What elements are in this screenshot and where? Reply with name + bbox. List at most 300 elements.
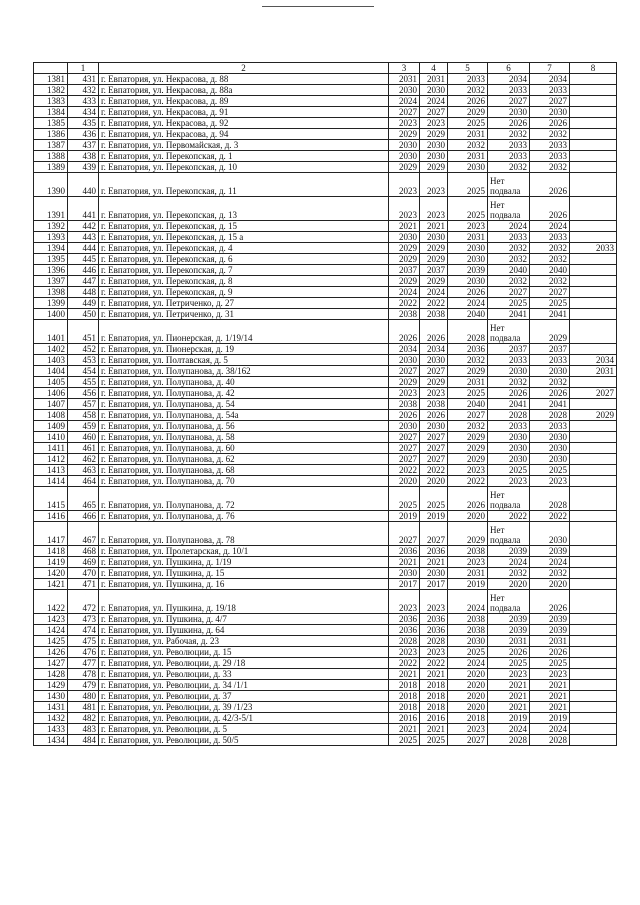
table-row <box>34 625 617 636</box>
year-col-6: 2030 <box>488 366 530 377</box>
row-number: 1422 <box>34 590 68 614</box>
year-col-3: 2023 <box>389 118 420 129</box>
table-row <box>34 232 617 243</box>
year-col-3: 2021 <box>389 669 420 680</box>
year-col-8 <box>570 476 617 487</box>
address: г. Евпатория, ул. Полупанова, д. 54а <box>99 410 389 421</box>
year-col-7: 2025 <box>530 298 570 309</box>
year-col-7: 2031 <box>530 636 570 647</box>
year-col-5: 2025 <box>448 197 488 221</box>
year-col-4: 2025 <box>420 735 448 746</box>
year-col-5: 2024 <box>448 658 488 669</box>
item-number: 440 <box>68 173 99 197</box>
year-col-7: 2033 <box>530 355 570 366</box>
item-number: 481 <box>68 702 99 713</box>
year-col-5: 2030 <box>448 243 488 254</box>
year-col-8 <box>570 735 617 746</box>
no-basement-note: Нет <box>490 323 505 333</box>
year-col-7: 2032 <box>530 243 570 254</box>
row-number: 1397 <box>34 276 68 287</box>
year-col-6: 2033 <box>488 85 530 96</box>
item-number: 478 <box>68 669 99 680</box>
year-col-8 <box>570 287 617 298</box>
header-cell-3: 3 <box>389 63 420 74</box>
address: г. Евпатория, ул. Рабочая, д. 23 <box>99 636 389 647</box>
year-col-4: 2016 <box>420 713 448 724</box>
year-col-7: 2028 <box>530 487 570 511</box>
year-col-6: 2039 <box>488 625 530 636</box>
item-number: 483 <box>68 724 99 735</box>
year-col-4: 2021 <box>420 669 448 680</box>
address: г. Евпатория, ул. Пионерская, д. 19 <box>99 344 389 355</box>
year-col-6: 2039 <box>488 614 530 625</box>
address: г. Евпатория, ул. Полупанова, д. 62 <box>99 454 389 465</box>
row-number: 1413 <box>34 465 68 476</box>
item-number: 475 <box>68 636 99 647</box>
year-col-5: 2023 <box>448 724 488 735</box>
year-col-5: 2022 <box>448 476 488 487</box>
item-number: 443 <box>68 232 99 243</box>
year-col-5: 2025 <box>448 388 488 399</box>
year-col-8 <box>570 276 617 287</box>
item-number: 463 <box>68 465 99 476</box>
address: г. Евпатория, ул. Полтавская, д. 5 <box>99 355 389 366</box>
year-col-5: 2020 <box>448 511 488 522</box>
year-col-5: 2031 <box>448 151 488 162</box>
year-col-4: 2021 <box>420 724 448 735</box>
year-col-8 <box>570 432 617 443</box>
address: г. Евпатория, ул. Революции, д. 29 /18 <box>99 658 389 669</box>
year-col-6: 2033 <box>488 151 530 162</box>
row-number: 1429 <box>34 680 68 691</box>
no-basement-note: Нет <box>490 525 505 535</box>
year-col-8 <box>570 173 617 197</box>
year-col-3: 2027 <box>389 454 420 465</box>
address: г. Евпатория, ул. Полупанова, д. 68 <box>99 465 389 476</box>
row-number: 1398 <box>34 287 68 298</box>
table-row <box>34 568 617 579</box>
table-row <box>34 713 617 724</box>
year-col-8 <box>570 511 617 522</box>
item-number: 482 <box>68 713 99 724</box>
table-row <box>34 320 617 344</box>
year-col-7: 2021 <box>530 680 570 691</box>
table-row <box>34 702 617 713</box>
year-col-8 <box>570 107 617 118</box>
year-col-7: 2026 <box>530 197 570 221</box>
year-col-8: 2029 <box>570 410 617 421</box>
year-col-4: 2031 <box>420 74 448 85</box>
address: г. Евпатория, ул. Полупанова, д. 38/162 <box>99 366 389 377</box>
year-col-6: 2040 <box>488 265 530 276</box>
year-col-5: 2023 <box>448 557 488 568</box>
year-col-8 <box>570 487 617 511</box>
year-col-8 <box>570 713 617 724</box>
year-col-4: 2029 <box>420 162 448 173</box>
year-col-3: 2018 <box>389 691 420 702</box>
year-col-3: 2038 <box>389 399 420 410</box>
year-col-6: 2033 <box>488 140 530 151</box>
no-basement-note: подвала <box>490 186 521 196</box>
item-number: 458 <box>68 410 99 421</box>
year-col-5: 2040 <box>448 399 488 410</box>
year-col-8 <box>570 691 617 702</box>
table-row <box>34 735 617 746</box>
year-col-7: 2033 <box>530 232 570 243</box>
year-col-6: 2019 <box>488 713 530 724</box>
year-col-3: 2030 <box>389 568 420 579</box>
table-row <box>34 355 617 366</box>
address: г. Евпатория, ул. Революции, д. 34 /1/1 <box>99 680 389 691</box>
table-row <box>34 276 617 287</box>
year-col-8 <box>570 85 617 96</box>
table-row <box>34 298 617 309</box>
year-col-3: 2030 <box>389 140 420 151</box>
item-number: 461 <box>68 443 99 454</box>
year-col-3: 2027 <box>389 432 420 443</box>
year-col-8 <box>570 320 617 344</box>
table-row <box>34 443 617 454</box>
year-col-6 <box>488 173 530 197</box>
year-col-3: 2024 <box>389 96 420 107</box>
year-col-6: 2030 <box>488 432 530 443</box>
table-row <box>34 691 617 702</box>
year-col-3: 2038 <box>389 309 420 320</box>
year-col-8 <box>570 465 617 476</box>
year-col-7: 2032 <box>530 276 570 287</box>
year-col-3: 2029 <box>389 254 420 265</box>
year-col-6: 2025 <box>488 658 530 669</box>
year-col-4: 2023 <box>420 173 448 197</box>
year-col-3: 2029 <box>389 377 420 388</box>
table-row <box>34 107 617 118</box>
year-col-3: 2021 <box>389 724 420 735</box>
row-number: 1425 <box>34 636 68 647</box>
address: г. Евпатория, ул. Некрасова, д. 92 <box>99 118 389 129</box>
year-col-7: 2032 <box>530 162 570 173</box>
row-number: 1394 <box>34 243 68 254</box>
table-row <box>34 74 617 85</box>
address: г. Евпатория, ул. Некрасова, д. 91 <box>99 107 389 118</box>
table-row <box>34 614 617 625</box>
row-number: 1390 <box>34 173 68 197</box>
year-col-7: 2025 <box>530 465 570 476</box>
table-row <box>34 366 617 377</box>
year-col-5: 2038 <box>448 614 488 625</box>
item-number: 433 <box>68 96 99 107</box>
year-col-8 <box>570 680 617 691</box>
row-number: 1405 <box>34 377 68 388</box>
year-col-4: 2018 <box>420 702 448 713</box>
year-col-4: 2029 <box>420 276 448 287</box>
year-col-5: 2032 <box>448 355 488 366</box>
year-col-6: 2025 <box>488 465 530 476</box>
address: г. Евпатория, ул. Пушкина, д. 16 <box>99 579 389 590</box>
year-col-4: 2030 <box>420 85 448 96</box>
row-number: 1412 <box>34 454 68 465</box>
year-col-3: 2019 <box>389 511 420 522</box>
year-col-3: 2034 <box>389 344 420 355</box>
no-basement-note: подвала <box>490 535 521 545</box>
year-col-3: 2022 <box>389 658 420 669</box>
address: г. Евпатория, ул. Революции, д. 37 <box>99 691 389 702</box>
year-col-7: 2033 <box>530 421 570 432</box>
table-row <box>34 579 617 590</box>
year-col-7: 2027 <box>530 96 570 107</box>
no-basement-note: подвала <box>490 210 521 220</box>
year-col-7: 2021 <box>530 702 570 713</box>
year-col-4: 2024 <box>420 287 448 298</box>
address: г. Евпатория, ул. Революции, д. 33 <box>99 669 389 680</box>
year-col-3: 2036 <box>389 546 420 557</box>
year-col-3: 2016 <box>389 713 420 724</box>
year-col-4: 2023 <box>420 590 448 614</box>
address: г. Евпатория, ул. Пионерская, д. 1/19/14 <box>99 320 389 344</box>
year-col-8 <box>570 546 617 557</box>
header-cell-4: 4 <box>420 63 448 74</box>
year-col-3: 2028 <box>389 636 420 647</box>
year-col-7: 2039 <box>530 614 570 625</box>
year-col-4: 2027 <box>420 432 448 443</box>
row-number: 1391 <box>34 197 68 221</box>
row-number: 1419 <box>34 557 68 568</box>
table-row <box>34 140 617 151</box>
year-col-8 <box>570 579 617 590</box>
table-row <box>34 243 617 254</box>
year-col-7: 2030 <box>530 432 570 443</box>
year-col-3: 2025 <box>389 487 420 511</box>
year-col-7: 2030 <box>530 522 570 546</box>
year-col-4: 2027 <box>420 107 448 118</box>
year-col-7: 2030 <box>530 443 570 454</box>
row-number: 1423 <box>34 614 68 625</box>
schedule-table <box>33 62 617 746</box>
year-col-8: 2033 <box>570 243 617 254</box>
year-col-3: 2023 <box>389 590 420 614</box>
year-col-7: 2021 <box>530 691 570 702</box>
address: г. Евпатория, ул. Полупанова, д. 40 <box>99 377 389 388</box>
year-col-5: 2031 <box>448 129 488 140</box>
year-col-4: 2026 <box>420 320 448 344</box>
item-number: 472 <box>68 590 99 614</box>
table-row <box>34 658 617 669</box>
year-col-7: 2034 <box>530 74 570 85</box>
year-col-4: 2038 <box>420 309 448 320</box>
year-col-6: 2041 <box>488 399 530 410</box>
year-col-4: 2034 <box>420 344 448 355</box>
row-number: 1395 <box>34 254 68 265</box>
item-number: 442 <box>68 221 99 232</box>
item-number: 457 <box>68 399 99 410</box>
address: г. Евпатория, ул. Петриченко, д. 31 <box>99 309 389 320</box>
table-row <box>34 487 617 511</box>
year-col-4: 2019 <box>420 511 448 522</box>
year-col-8 <box>570 647 617 658</box>
year-col-3: 2030 <box>389 421 420 432</box>
year-col-5: 2028 <box>448 320 488 344</box>
year-col-5: 2031 <box>448 568 488 579</box>
year-col-7: 2041 <box>530 399 570 410</box>
year-col-8 <box>570 636 617 647</box>
year-col-8 <box>570 724 617 735</box>
year-col-8 <box>570 197 617 221</box>
row-number: 1420 <box>34 568 68 579</box>
year-col-7: 2032 <box>530 254 570 265</box>
year-col-8 <box>570 221 617 232</box>
year-col-3: 2020 <box>389 476 420 487</box>
year-col-4: 2021 <box>420 221 448 232</box>
year-col-3: 2031 <box>389 74 420 85</box>
item-number: 459 <box>68 421 99 432</box>
year-col-6: 2024 <box>488 221 530 232</box>
row-number: 1393 <box>34 232 68 243</box>
year-col-6 <box>488 522 530 546</box>
table-row <box>34 680 617 691</box>
address: г. Евпатория, ул. Пушкина, д. 19/18 <box>99 590 389 614</box>
year-col-6 <box>488 197 530 221</box>
address: г. Евпатория, ул. Перекопская, д. 11 <box>99 173 389 197</box>
year-col-6: 2034 <box>488 74 530 85</box>
address: г. Евпатория, ул. Перекопская, д. 1 <box>99 151 389 162</box>
year-col-5: 2025 <box>448 173 488 197</box>
item-number: 439 <box>68 162 99 173</box>
address: г. Евпатория, ул. Полупанова, д. 58 <box>99 432 389 443</box>
header-cell-8: 8 <box>570 63 617 74</box>
table-row <box>34 85 617 96</box>
year-col-5: 2030 <box>448 162 488 173</box>
year-col-4: 2025 <box>420 487 448 511</box>
table-row <box>34 465 617 476</box>
year-col-7: 2020 <box>530 579 570 590</box>
row-number: 1403 <box>34 355 68 366</box>
year-col-8 <box>570 454 617 465</box>
year-col-6 <box>488 590 530 614</box>
year-col-8 <box>570 625 617 636</box>
item-number: 466 <box>68 511 99 522</box>
year-col-7: 2029 <box>530 320 570 344</box>
year-col-6: 2031 <box>488 636 530 647</box>
year-col-3: 2029 <box>389 243 420 254</box>
year-col-6: 2030 <box>488 107 530 118</box>
address: г. Евпатория, ул. Полупанова, д. 56 <box>99 421 389 432</box>
table-row <box>34 647 617 658</box>
row-number: 1434 <box>34 735 68 746</box>
year-col-3: 2021 <box>389 221 420 232</box>
year-col-5: 2031 <box>448 232 488 243</box>
year-col-4: 2029 <box>420 377 448 388</box>
row-number: 1392 <box>34 221 68 232</box>
year-col-7: 2032 <box>530 568 570 579</box>
year-col-5: 2024 <box>448 590 488 614</box>
year-col-4: 2017 <box>420 579 448 590</box>
year-col-4: 2022 <box>420 658 448 669</box>
year-col-6: 2030 <box>488 454 530 465</box>
year-col-4: 2018 <box>420 680 448 691</box>
address: г. Евпатория, ул. Перекопская, д. 7 <box>99 265 389 276</box>
table-row <box>34 454 617 465</box>
address: г. Евпатория, ул. Революции, д. 50/5 <box>99 735 389 746</box>
year-col-6: 2033 <box>488 232 530 243</box>
item-number: 467 <box>68 522 99 546</box>
address: г. Евпатория, ул. Полупанова, д. 72 <box>99 487 389 511</box>
table-row <box>34 129 617 140</box>
item-number: 441 <box>68 197 99 221</box>
item-number: 473 <box>68 614 99 625</box>
year-col-5: 2036 <box>448 344 488 355</box>
year-col-3: 2029 <box>389 276 420 287</box>
year-col-5: 2024 <box>448 298 488 309</box>
year-col-7: 2024 <box>530 557 570 568</box>
year-col-8 <box>570 254 617 265</box>
item-number: 464 <box>68 476 99 487</box>
year-col-4: 2036 <box>420 546 448 557</box>
year-col-5: 2025 <box>448 118 488 129</box>
address: г. Евпатория, ул. Революции, д. 42/3-5/1 <box>99 713 389 724</box>
address: г. Евпатория, ул. Перекопская, д. 15 а <box>99 232 389 243</box>
row-number: 1418 <box>34 546 68 557</box>
row-number: 1383 <box>34 96 68 107</box>
item-number: 471 <box>68 579 99 590</box>
address: г. Евпатория, ул. Перекопская, д. 8 <box>99 276 389 287</box>
year-col-8 <box>570 568 617 579</box>
year-col-5: 2029 <box>448 366 488 377</box>
table-row <box>34 669 617 680</box>
item-number: 470 <box>68 568 99 579</box>
row-number: 1426 <box>34 647 68 658</box>
row-number: 1400 <box>34 309 68 320</box>
year-col-7: 2023 <box>530 476 570 487</box>
item-number: 484 <box>68 735 99 746</box>
address: г. Евпатория, ул. Перекопская, д. 4 <box>99 243 389 254</box>
table-row <box>34 197 617 221</box>
table-row <box>34 557 617 568</box>
item-number: 444 <box>68 243 99 254</box>
year-col-5: 2030 <box>448 254 488 265</box>
year-col-8 <box>570 344 617 355</box>
table-row <box>34 287 617 298</box>
header-cell-5: 5 <box>448 63 488 74</box>
table-row <box>34 421 617 432</box>
table-row <box>34 590 617 614</box>
year-col-8 <box>570 118 617 129</box>
year-col-5: 2032 <box>448 140 488 151</box>
year-col-6: 2026 <box>488 647 530 658</box>
row-number: 1424 <box>34 625 68 636</box>
address: г. Евпатория, ул. Пролетарская, д. 10/1 <box>99 546 389 557</box>
year-col-7: 2041 <box>530 309 570 320</box>
year-col-6: 2037 <box>488 344 530 355</box>
year-col-5: 2026 <box>448 487 488 511</box>
year-col-5: 2026 <box>448 287 488 298</box>
no-basement-note: Нет <box>490 490 505 500</box>
row-number: 1401 <box>34 320 68 344</box>
table-row <box>34 265 617 276</box>
item-number: 434 <box>68 107 99 118</box>
table-header-row <box>34 63 617 74</box>
year-col-7: 2033 <box>530 140 570 151</box>
year-col-7: 2028 <box>530 735 570 746</box>
year-col-4: 2030 <box>420 355 448 366</box>
year-col-5: 2020 <box>448 680 488 691</box>
row-number: 1409 <box>34 421 68 432</box>
item-number: 476 <box>68 647 99 658</box>
year-col-6: 2021 <box>488 691 530 702</box>
header-cell-6: 6 <box>488 63 530 74</box>
year-col-4: 2024 <box>420 96 448 107</box>
year-col-8 <box>570 129 617 140</box>
year-col-3: 2030 <box>389 232 420 243</box>
row-number: 1404 <box>34 366 68 377</box>
